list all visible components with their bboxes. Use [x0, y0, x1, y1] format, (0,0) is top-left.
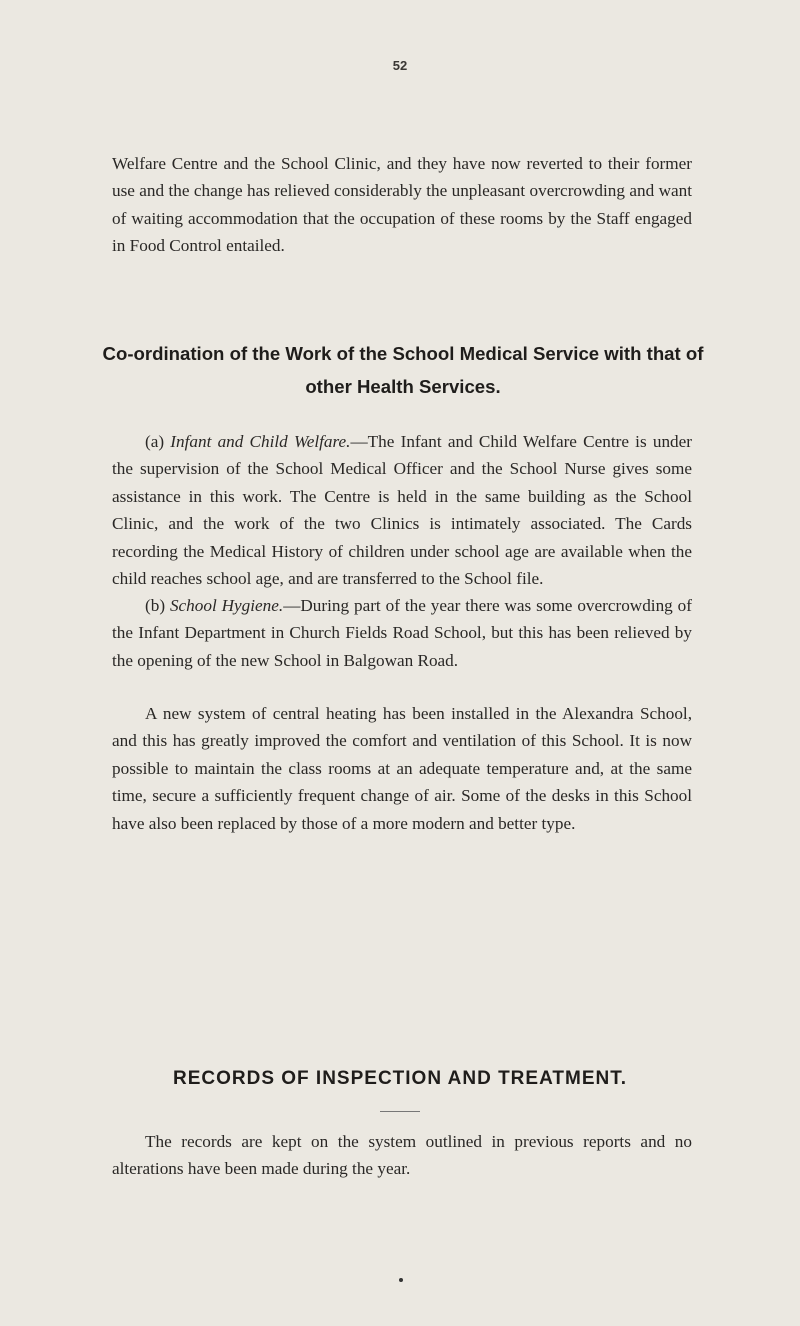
paragraph-italic-title: School Hygiene. [169, 596, 284, 615]
page-mark [399, 1278, 403, 1282]
section-heading-records: RECORDS OF INSPECTION AND TREATMENT. [172, 1068, 627, 1089]
paragraph-records: The records are kept on the system outlined in previous reports and no alterations have been made during the year. [112, 1132, 692, 1179]
paragraph-body: —During part of the year there was some overcrowding of the Infant Department in Church Fields Road School, but this has been relieved by the opening of the new School in Balgowan Road. [112, 596, 692, 670]
heading-divider [380, 1111, 420, 1112]
paragraph-label: (a) [145, 432, 171, 451]
section-heading-coordination: Co-ordination of the Work of the School Medical Service with that of other Health Services. [102, 343, 704, 397]
paragraph-italic-title: Infant and Child Welfare. [170, 432, 351, 451]
paragraph-body: —The Infant and Child Welfare Centre is under the supervision of the School Medical Officer and the School Nurse gives some assistance in this work. The Centre is held in the same building as the School Clinic, and the work of the two Clinics is intimately associated. The Cards recording the Medical History of children under school age are available when the child reaches school age, and are transferred to the School file. [112, 432, 692, 589]
page-number: 52 [392, 58, 408, 73]
paragraph-school-hygiene [112, 592, 692, 674]
paragraph-central-heating: A new system of central heating has been installed in the Alexandra School, and this has greatly improved the comfort and ventilation of this School. It is now possible to maintain the class rooms at an adequate temperature and, at the same time, secure a sufficiently frequent change of air. Some of the desks in this School have also been replaced by those of a more modern and better type. [112, 704, 692, 833]
paragraph-infant-child-welfare [112, 428, 692, 592]
intro-paragraph: Welfare Centre and the School Clinic, and they have now reverted to their former use and the change has relieved considerably the unpleasant overcrowding and want of waiting accommodation that the occupation of these rooms by the Staff engaged in Food Control entailed. [112, 154, 692, 256]
paragraph-label: (b) [145, 596, 170, 615]
